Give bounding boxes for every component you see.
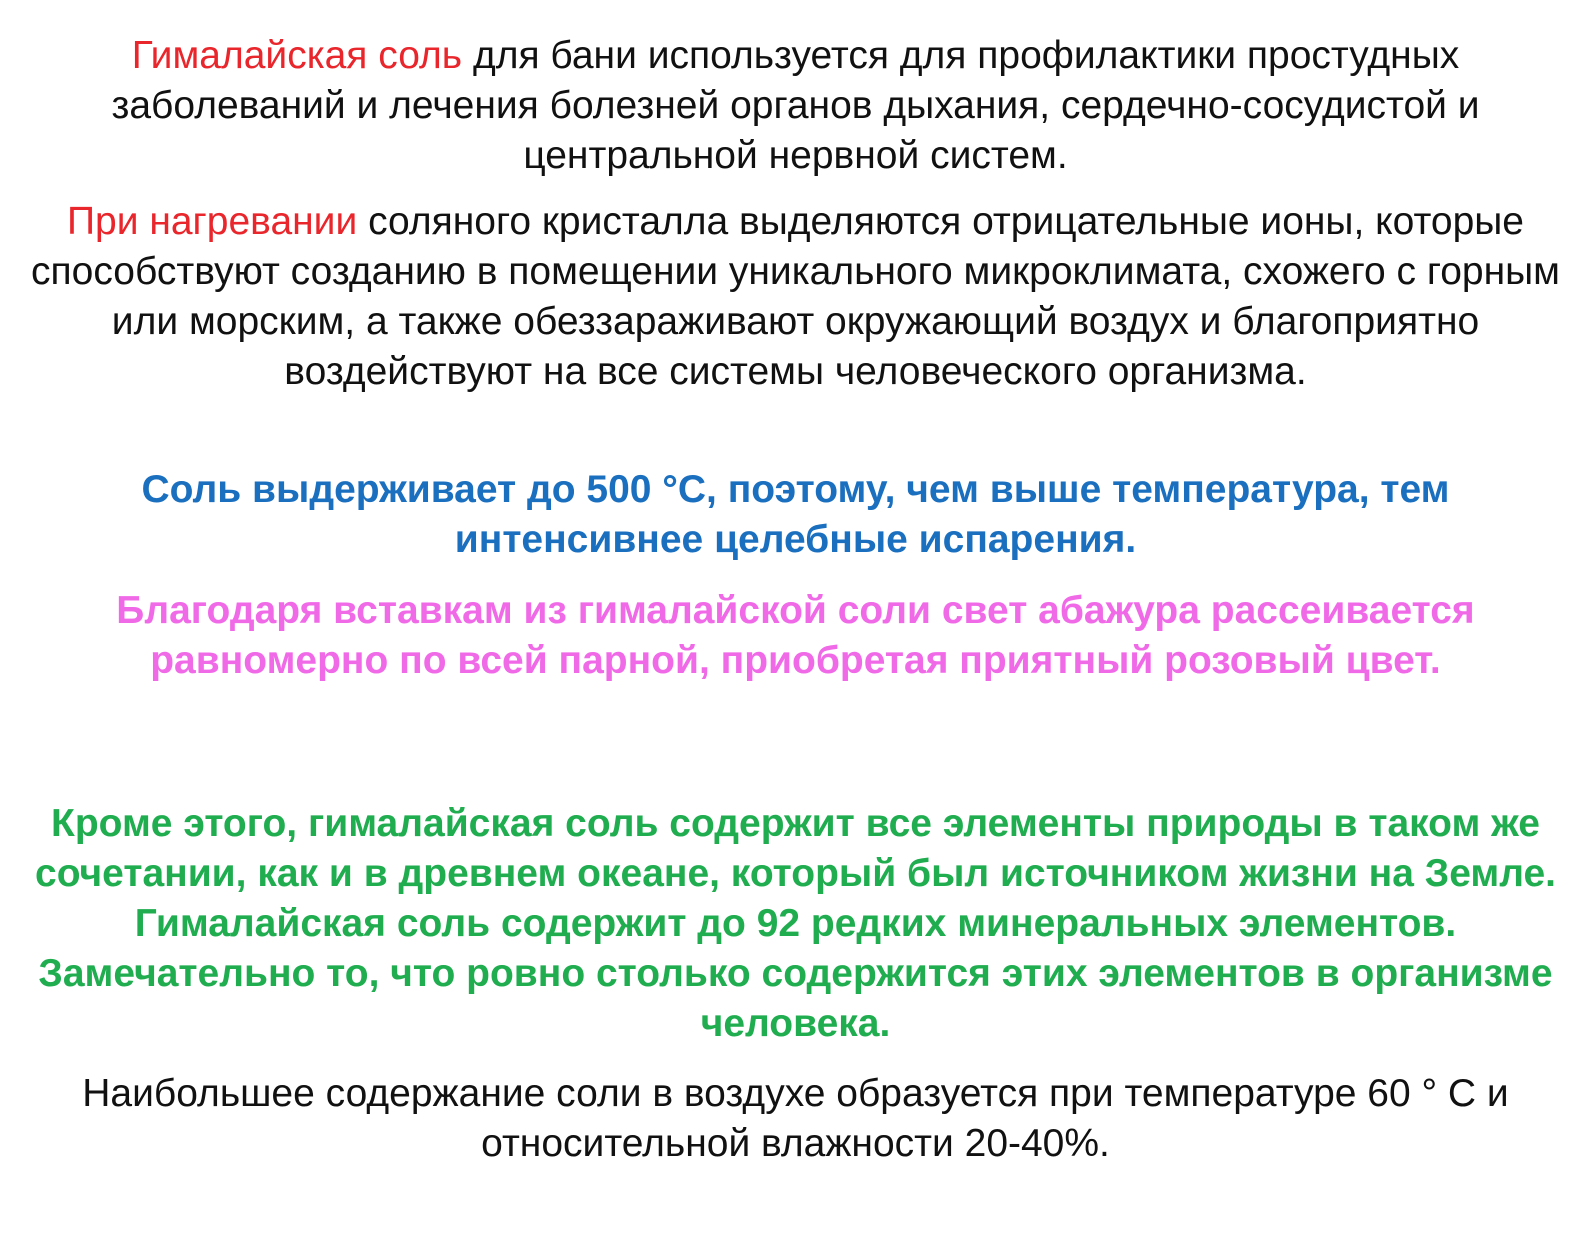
paragraph-lampshade-light: Благодаря вставкам из гималайской соли свет абажура рассеивается равномерно по всей парной, приобретая приятный розовый цвет. [116,589,1475,682]
paragraph-salt-usage-text: для бани используется для профилактики простудных заболеваний и лечения болезней органов дыхания, сердечно-сосудистой и центральной нервной систем. [111,34,1480,177]
paragraph-optimal-conditions: Наибольшее содержание соли в воздухе образуется при температуре 60 ° С и относительной влажности 20-40%. [82,1072,1509,1165]
highlight-when-heated: При нагревании [66,200,358,243]
highlight-himalayan-salt: Гималайская соль [131,34,463,77]
paragraph-heating-effect [25,197,1566,397]
paragraph-heating-effect-text: соляного кристалла выделяются отрицательные ионы, которые способствуют созданию в помещении уникального микроклимата, схожего с горным или морским, а также обеззараживают окружающий воздух и благоприятно воздействуют на все системы человеческого организма. [31,200,1560,393]
paragraph-temperature-resistance: Соль выдерживает до 500 °С, поэтому, чем выше температура, тем интенсивнее целебные испарения. [141,468,1450,561]
paragraph-mineral-elements: Кроме этого, гималайская соль содержит все элементы природы в таком же сочетании, как и в древнем океане, который был источником жизни на Земле. Гималайская соль содержит до 92 редких минеральных элементов. Замечательно то, что ровно столько содержится этих элементов в организме человека. [35,802,1556,1045]
paragraph-salt-usage [25,31,1566,181]
